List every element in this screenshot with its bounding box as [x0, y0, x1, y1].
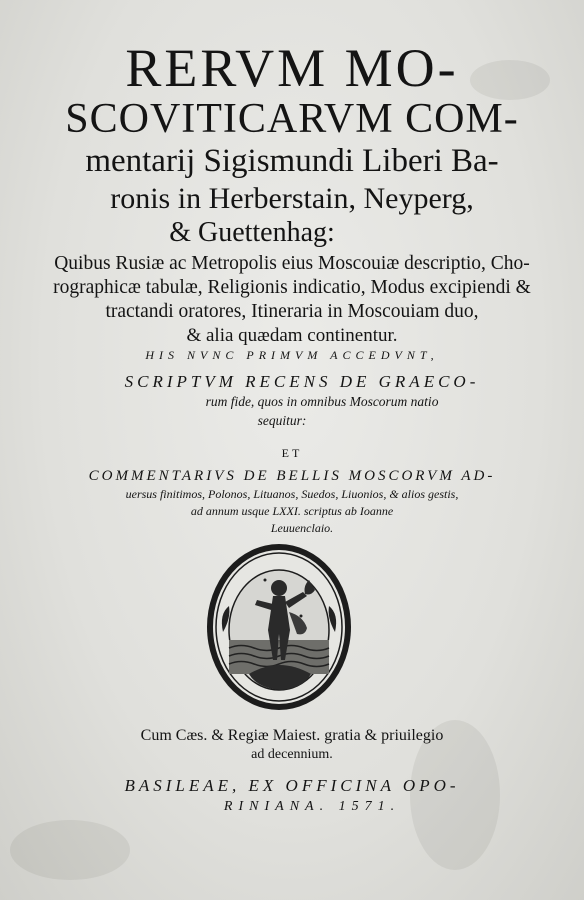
item2-line-1: COMMENTARIVS DE BELLIS MOSCORVM AD-	[88, 468, 496, 484]
privilege-line-2: ad decennium.	[251, 747, 333, 762]
description-line-3: tractandi oratores, Itineraria in Moscouiam duo,	[105, 301, 479, 322]
additions-heading: HIS NVNC PRIMVM ACCEDVNT,	[145, 348, 439, 362]
imprint-place-line-1: BASILEAE, EX OFFICINA OPO-	[124, 776, 460, 795]
title-line-3: mentarij Sigismundi Liberi Ba-	[85, 143, 499, 179]
imprint-place-line-2: RINIANA. 1571.	[223, 799, 401, 814]
title-line-5: & Guettenhag:	[169, 217, 335, 248]
item1-line-3: sequitur:	[257, 413, 307, 428]
item2-line-2: uersus finitimos, Polonos, Lituanos, Suedos, Liuonios, & alios gestis,	[125, 487, 459, 501]
item2-line-3: ad annum usque LXXI. scriptus ab Ioanne	[190, 504, 394, 518]
title-line-1: RERVM MO-	[125, 38, 459, 98]
conjunction: ET	[281, 446, 303, 460]
privilege-line-1: Cum Cæs. & Regiæ Maiest. gratia & priuilegio	[140, 727, 444, 744]
title-line-2: SCOVITICARVM COM-	[65, 96, 519, 142]
description-line-4: & alia quædam continentur.	[186, 325, 398, 346]
title-line-4: ronis in Herberstain, Neyperg,	[110, 182, 474, 215]
printer-device-emblem	[205, 542, 353, 712]
item1-line-2: rum fide, quos in omnibus Moscorum natio	[205, 394, 439, 409]
item2-line-4: Leuuenclaio.	[270, 521, 334, 535]
description-line-2: rographicæ tabulæ, Religionis indicatio, Modus excipiendi &	[53, 277, 531, 298]
item1-line-1: SCRIPTVM RECENS DE GRAECO-	[124, 372, 480, 391]
paper-stain	[10, 820, 130, 880]
description-line-1: Quibus Rusiæ ac Metropolis eius Moscouiæ descriptio, Cho-	[54, 253, 530, 274]
